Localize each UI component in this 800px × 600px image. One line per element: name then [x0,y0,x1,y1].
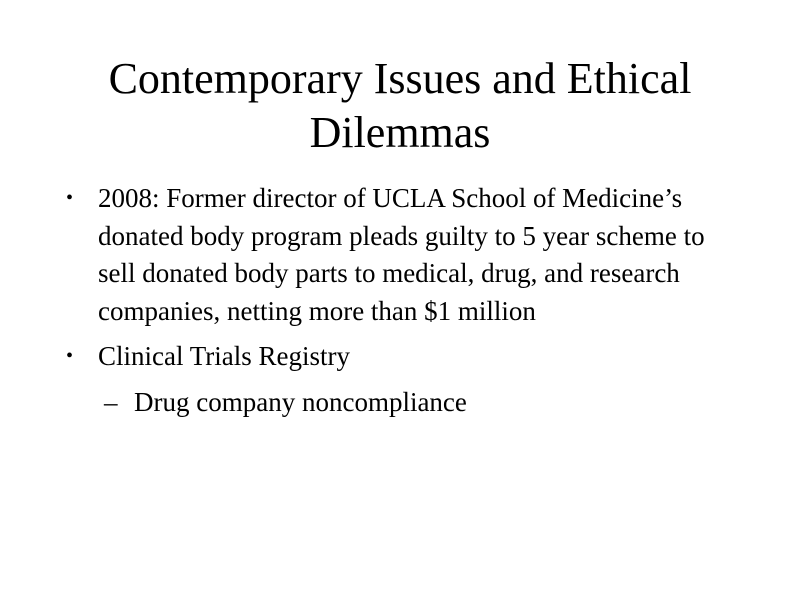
bullet-item [64,180,744,330]
slide-title [40,52,760,160]
bullet-text: Clinical Trials Registry [98,341,351,371]
title-line-1: Contemporary Issues and Ethical [108,54,692,103]
title-line-2: Dilemmas [309,108,491,157]
bullet-item [64,338,744,376]
sub-bullet-text: Drug company noncompliance [134,386,467,417]
dash-icon: – [104,386,118,417]
slide-content [64,180,744,421]
bullet-text: 2008: Former director of UCLA School of Medicine’s donated body program pleads guilty to 5 year scheme to sell donated body parts to medical, drug, and research companies, netting more than $1 million [98,183,705,326]
bullet-icon: • [66,345,74,367]
bullet-icon: • [66,187,74,209]
sub-bullet-item [64,384,744,422]
